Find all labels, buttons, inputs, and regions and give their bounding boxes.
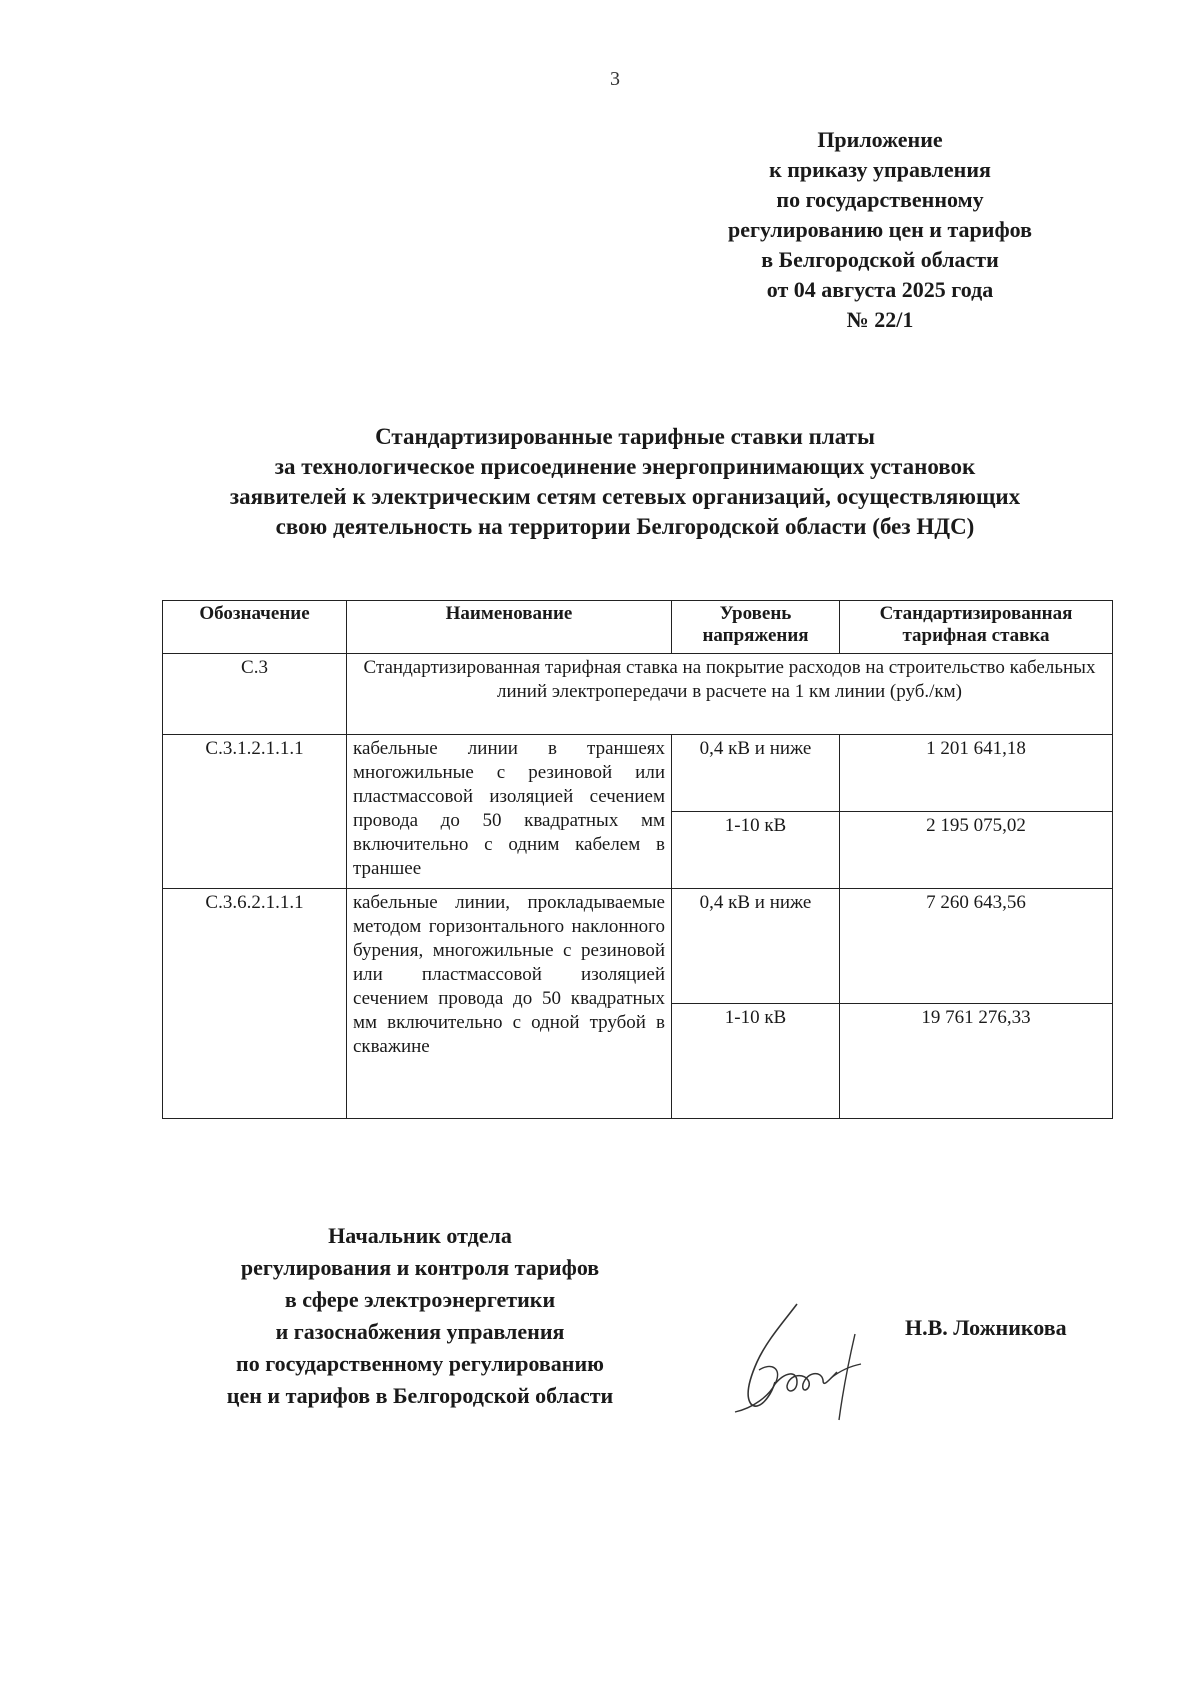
row-rate: 2 195 075,02	[840, 812, 1113, 889]
row-code: С.3.1.2.1.1.1	[163, 735, 347, 889]
handwritten-signature	[705, 1300, 885, 1430]
row-name: кабельные линии, прокладываемые методом горизонтального наклонного бурения, многожильные с резиновой или пластмассовой изоляцией сечением провода до 50 квадратных мм включительно с одной трубой в скважине	[347, 889, 672, 1119]
row-voltage: 0,4 кВ и ниже	[672, 889, 840, 1004]
title-line: свою деятельность на территории Белгородской области (без НДС)	[275, 514, 975, 539]
row-rate: 7 260 643,56	[840, 889, 1113, 1004]
signer-name: Н.В. Ложникова	[905, 1315, 1067, 1340]
appendix-line: регулированию цен и тарифов	[727, 217, 1033, 242]
row-name: кабельные линии в траншеях многожильные с резиновой или пластмассовой изоляцией сечением провода до 50 квадратных мм включительно с одним кабелем в траншее	[347, 735, 672, 889]
table-header-row	[163, 601, 1113, 654]
header-name: Наименование	[347, 601, 672, 654]
title-line: заявителей к электрическим сетям сетевых организаций, осуществляющих	[229, 484, 1021, 509]
position-line: в сфере электроэнергетики	[284, 1287, 556, 1312]
row-code: С.3.6.2.1.1.1	[163, 889, 347, 1119]
row-voltage: 1-10 кВ	[672, 1004, 840, 1119]
position-line: по государственному регулированию	[236, 1351, 604, 1376]
row-rate: 19 761 276,33	[840, 1004, 1113, 1119]
appendix-line: по государственному	[776, 187, 984, 212]
row-voltage: 0,4 кВ и ниже	[672, 735, 840, 812]
table-row	[163, 889, 1113, 1004]
position-line: Начальник отдела	[328, 1223, 512, 1248]
row-voltage: 1-10 кВ	[672, 812, 840, 889]
page-number: 3	[610, 68, 620, 90]
appendix-header	[690, 125, 1070, 335]
appendix-line: Приложение	[817, 127, 943, 152]
position-line: регулирования и контроля тарифов	[240, 1255, 600, 1280]
position-line: цен и тарифов в Белгородской области	[226, 1383, 614, 1408]
group-row	[163, 654, 1113, 735]
position-line: и газоснабжения управления	[275, 1319, 565, 1344]
table-row	[163, 735, 1113, 812]
header-voltage: Уровень напряжения	[672, 601, 840, 654]
group-description: Стандартизированная тарифная ставка на покрытие расходов на строительство кабельных линий электропередачи в расчете на 1 км линии (руб./км)	[347, 654, 1113, 735]
title-line: Стандартизированные тарифные ставки платы	[375, 424, 875, 449]
header-code: Обозначение	[163, 601, 347, 654]
appendix-line: к приказу управления	[769, 157, 991, 182]
row-rate: 1 201 641,18	[840, 735, 1113, 812]
group-code: С.3	[163, 654, 347, 735]
document-title	[160, 422, 1090, 542]
appendix-line: от 04 августа 2025 года	[766, 277, 994, 302]
title-line: за технологическое присоединение энергопринимающих установок	[274, 454, 976, 479]
appendix-line: в Белгородской области	[761, 247, 999, 272]
appendix-line: № 22/1	[846, 307, 914, 332]
header-rate: Стандартизированная тарифная ставка	[840, 601, 1113, 654]
tariff-table	[162, 600, 1113, 1119]
signatory-position	[170, 1220, 670, 1412]
